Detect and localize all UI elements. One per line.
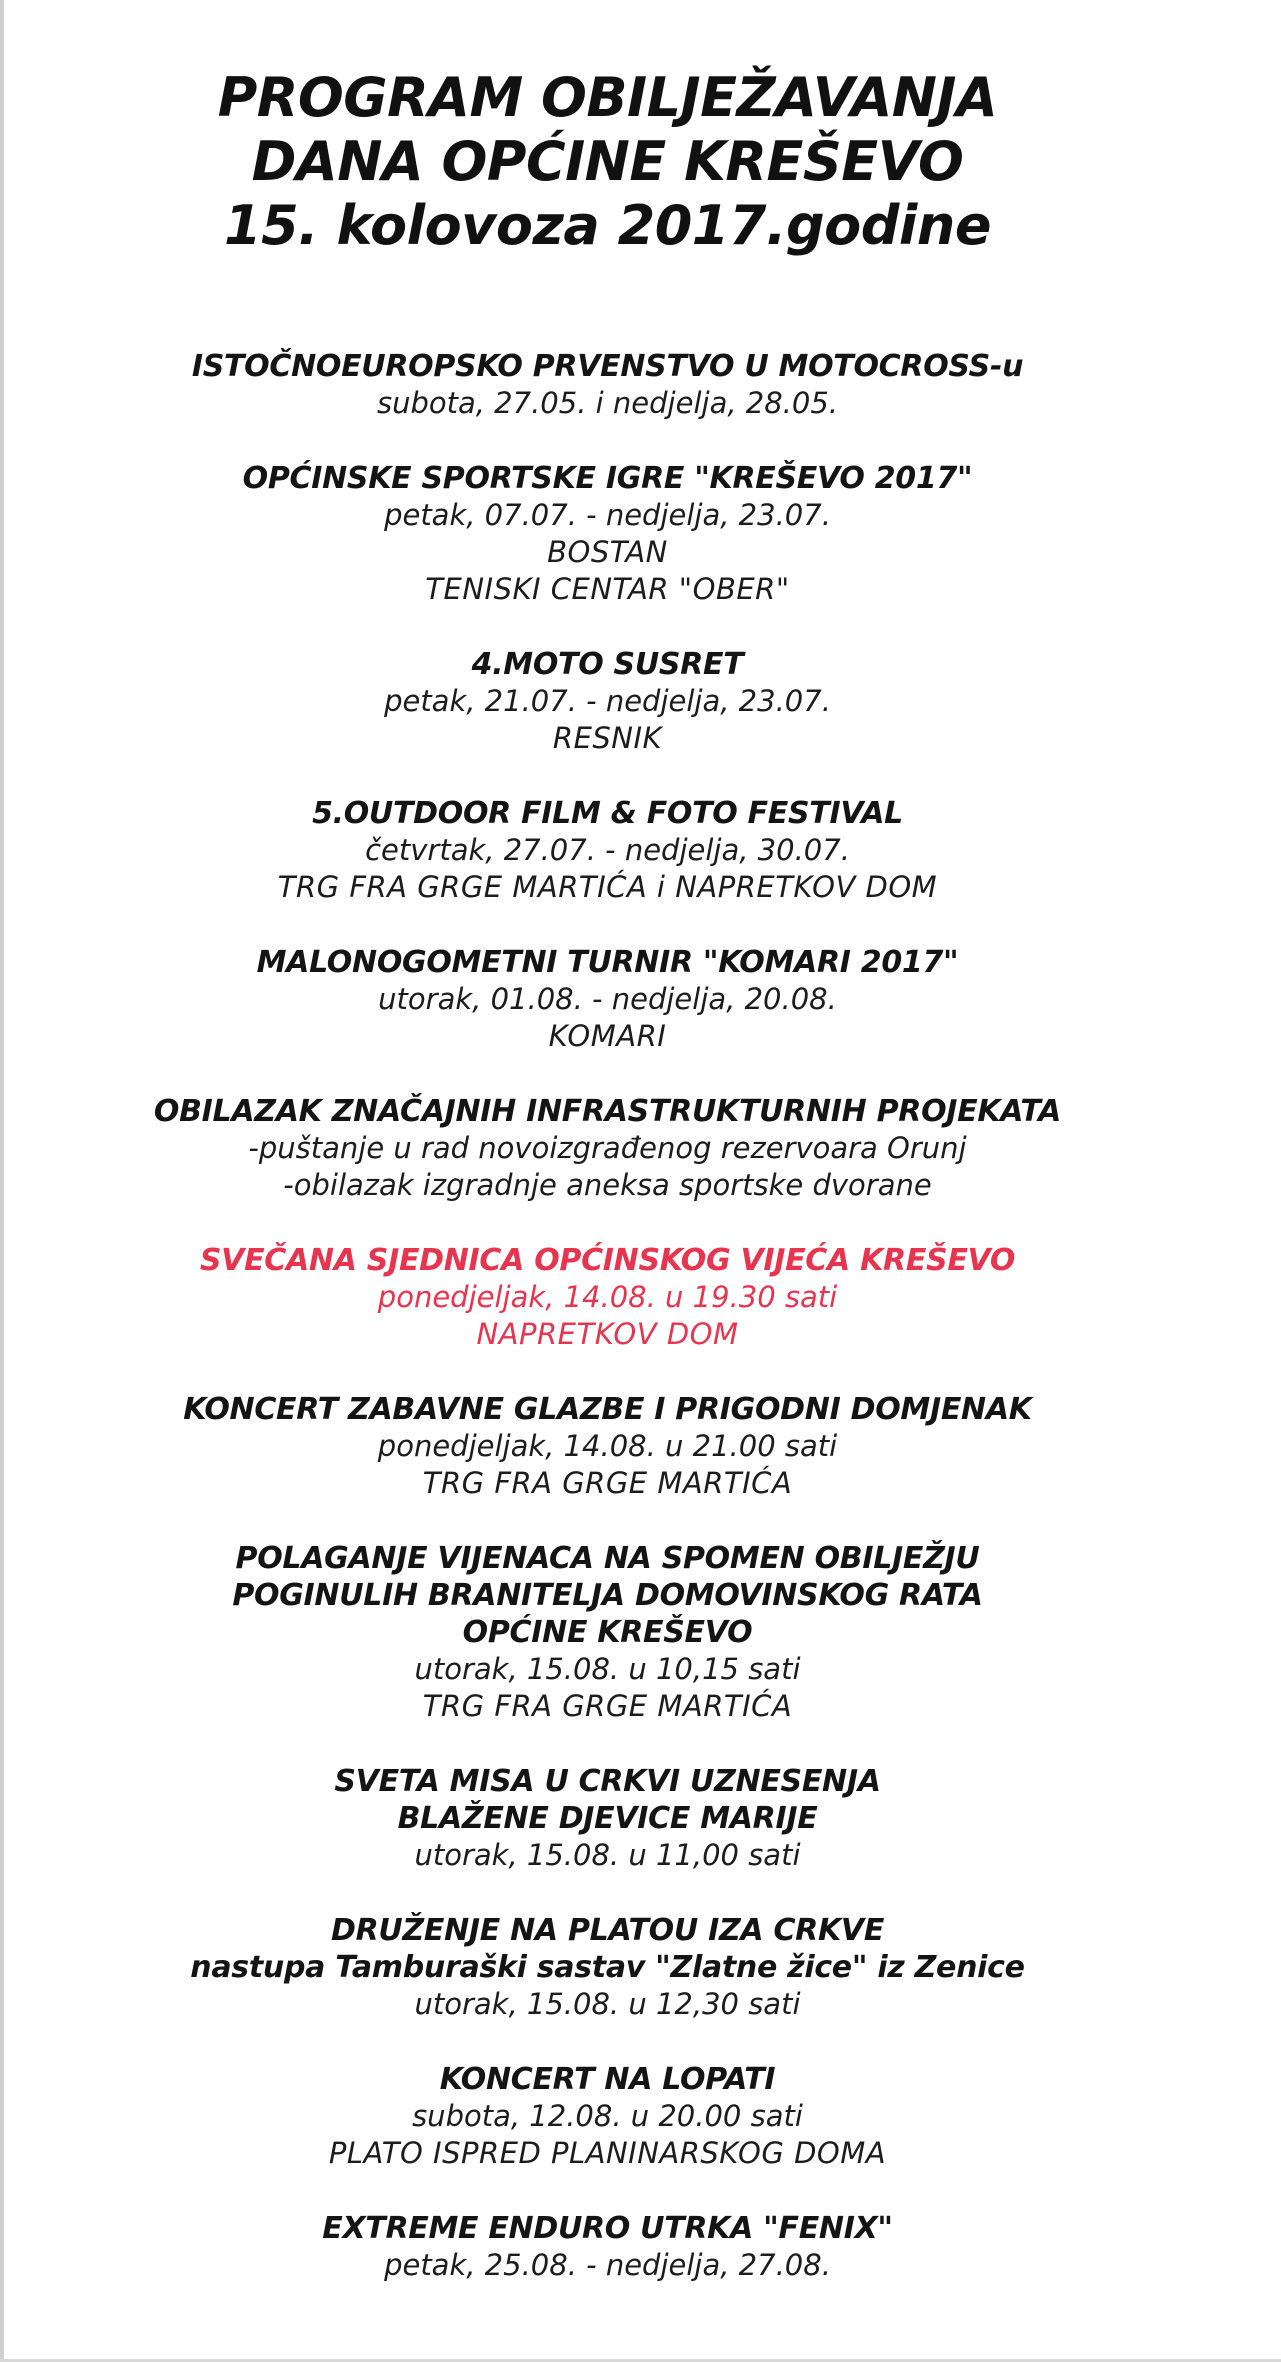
document-title xyxy=(0,66,1215,258)
event-date: ponedjeljak, 14.08. u 21.00 sati xyxy=(377,1429,838,1463)
event-location: TRG FRA GRGE MARTIĆA xyxy=(422,1689,793,1723)
event-date: petak, 25.08. - nedjelja, 27.08. xyxy=(384,2248,831,2282)
event-title: EXTREME ENDURO UTRKA "FENIX" xyxy=(322,2211,893,2246)
event-title: SVEČANA SJEDNICA OPĆINSKOG VIJEĆA KREŠEVO xyxy=(199,1243,1016,1278)
event-date: ponedjeljak, 14.08. u 19.30 sati xyxy=(377,1280,838,1314)
event-date: četvrtak, 27.07. - nedjelja, 30.07. xyxy=(365,833,850,867)
event-football-tournament xyxy=(0,944,1215,1055)
event-location: TRG FRA GRGE MARTIĆA xyxy=(422,1466,793,1500)
event-title: OPĆINSKE SPORTSKE IGRE "KREŠEVO 2017" xyxy=(242,461,973,496)
event-motocross xyxy=(0,348,1215,422)
event-title: SVETA MISA U CRKVI UZNESENJA xyxy=(334,1764,881,1799)
event-location: RESNIK xyxy=(552,721,663,755)
event-location: BOSTAN xyxy=(547,535,668,569)
title-line-municipality: DANA OPĆINE KREŠEVO xyxy=(251,130,964,193)
events-list xyxy=(0,348,1215,2322)
event-title: POGINULIH BRANITELJA DOMOVINSKOG RATA xyxy=(232,1578,983,1613)
event-title: KONCERT ZABAVNE GLAZBE I PRIGODNI DOMJENAK xyxy=(183,1392,1032,1427)
event-title: BLAŽENE DJEVICE MARIJE xyxy=(397,1801,818,1836)
event-council-session xyxy=(0,1242,1215,1353)
event-title: ISTOČNOEUROPSKO PRVENSTVO U MOTOCROSS-u xyxy=(191,349,1024,384)
event-location: KOMARI xyxy=(548,1019,667,1053)
event-title: 4.MOTO SUSRET xyxy=(471,647,744,682)
title-line-program: PROGRAM OBILJEŽAVANJA xyxy=(217,66,998,129)
event-location: TENISKI CENTAR "OBER" xyxy=(425,572,790,606)
event-holy-mass xyxy=(0,1763,1215,1874)
event-title: 5.OUTDOOR FILM & FOTO FESTIVAL xyxy=(312,796,903,831)
event-date: utorak, 15.08. u 12,30 sati xyxy=(414,1987,801,2021)
event-date: subota, 27.05. i nedjelja, 28.05. xyxy=(376,386,839,420)
event-infrastructure-tour xyxy=(0,1093,1215,1204)
event-date: petak, 07.07. - nedjelja, 23.07. xyxy=(384,498,831,532)
event-date: utorak, 15.08. u 10,15 sati xyxy=(414,1652,801,1686)
event-date: subota, 12.08. u 20.00 sati xyxy=(412,2099,803,2133)
title-line-date: 15. kolovoza 2017.godine xyxy=(224,194,991,257)
event-wreath-laying xyxy=(0,1540,1215,1725)
event-title: OPĆINE KREŠEVO xyxy=(462,1615,753,1650)
event-outdoor-festival xyxy=(0,795,1215,906)
event-enduro-race xyxy=(0,2210,1215,2284)
event-title: OBILAZAK ZNAČAJNIH INFRASTRUKTURNIH PROJEKATA xyxy=(153,1094,1062,1129)
event-gathering xyxy=(0,1912,1215,2023)
event-date: utorak, 01.08. - nedjelja, 20.08. xyxy=(378,982,837,1016)
event-location: PLATO ISPRED PLANINARSKOG DOMA xyxy=(328,2136,887,2170)
event-lopata-concert xyxy=(0,2061,1215,2172)
event-moto-meeting xyxy=(0,646,1215,757)
event-detail: -obilazak izgradnje aneksa sportske dvorane xyxy=(283,1168,932,1202)
event-location: TRG FRA GRGE MARTIĆA i NAPRETKOV DOM xyxy=(277,870,938,904)
event-concert-reception xyxy=(0,1391,1215,1502)
event-title: nastupa Tamburaški sastav "Zlatne žice" iz Zenice xyxy=(190,1950,1025,1985)
event-title: DRUŽENJE NA PLATOU IZA CRKVE xyxy=(330,1913,885,1948)
event-title: POLAGANJE VIJENACA NA SPOMEN OBILJEŽJU xyxy=(235,1541,980,1576)
event-title: KONCERT NA LOPATI xyxy=(439,2062,776,2097)
event-date: petak, 21.07. - nedjelja, 23.07. xyxy=(384,684,831,718)
event-date: utorak, 15.08. u 11,00 sati xyxy=(414,1838,801,1872)
event-title: MALONOGOMETNI TURNIR "KOMARI 2017" xyxy=(256,945,959,980)
event-sport-games xyxy=(0,460,1215,608)
event-location: NAPRETKOV DOM xyxy=(476,1317,739,1351)
event-detail: -puštanje u rad novoizgrađenog rezervoara Orunj xyxy=(248,1131,967,1165)
